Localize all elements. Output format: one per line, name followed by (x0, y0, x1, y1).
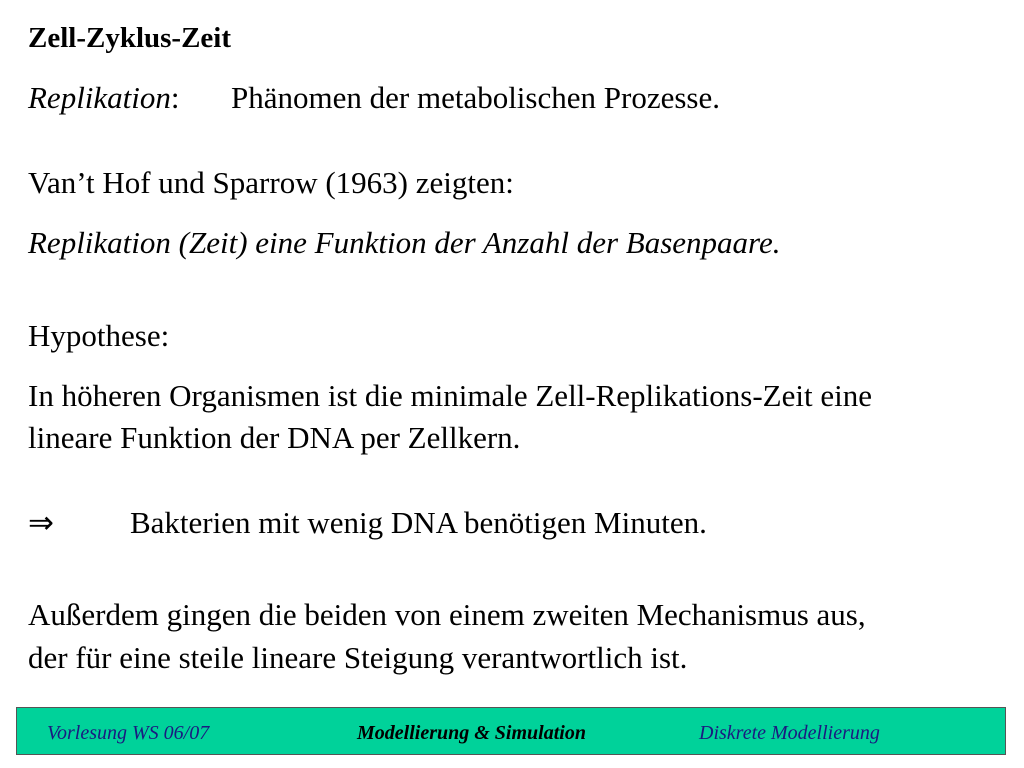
ausserdem-line-1: Außerdem gingen die beiden von einem zweiten Mechanismus aus, (28, 597, 866, 632)
hypothesis-line-1: In höheren Organismen ist die minimale Zell-Replikations-Zeit eine (28, 378, 872, 413)
hypothesis-label: Hypothese: (28, 318, 170, 353)
footer-bar (16, 707, 1006, 755)
implication-row (28, 505, 707, 541)
replikation-description: Phänomen der metabolischen Prozesse. (231, 80, 720, 115)
replikation-colon: : (170, 80, 180, 115)
implication-text: Bakterien mit wenig DNA benötigen Minuten. (130, 505, 707, 540)
hypothesis-line-2: lineare Funktion der DNA per Zellkern. (28, 420, 521, 455)
footer-course: Modellierung & Simulation (357, 722, 586, 744)
footer-topic: Diskrete Modellierung (699, 722, 880, 744)
ausserdem-line-2: der für eine steile lineare Steigung verantwortlich ist. (28, 640, 688, 675)
vanthof-line: Van’t Hof und Sparrow (1963) zeigten: (28, 165, 514, 200)
slide-title: Zell-Zyklus-Zeit (28, 22, 232, 54)
replication-statement: Replikation (Zeit) eine Funktion der Anzahl der Basenpaare. (28, 225, 781, 260)
implies-arrow-icon: ⇒ (28, 505, 54, 540)
footer-lecture: Vorlesung WS 06/07 (47, 722, 210, 744)
replikation-row (28, 80, 720, 116)
replikation-term: Replikation (28, 80, 171, 115)
